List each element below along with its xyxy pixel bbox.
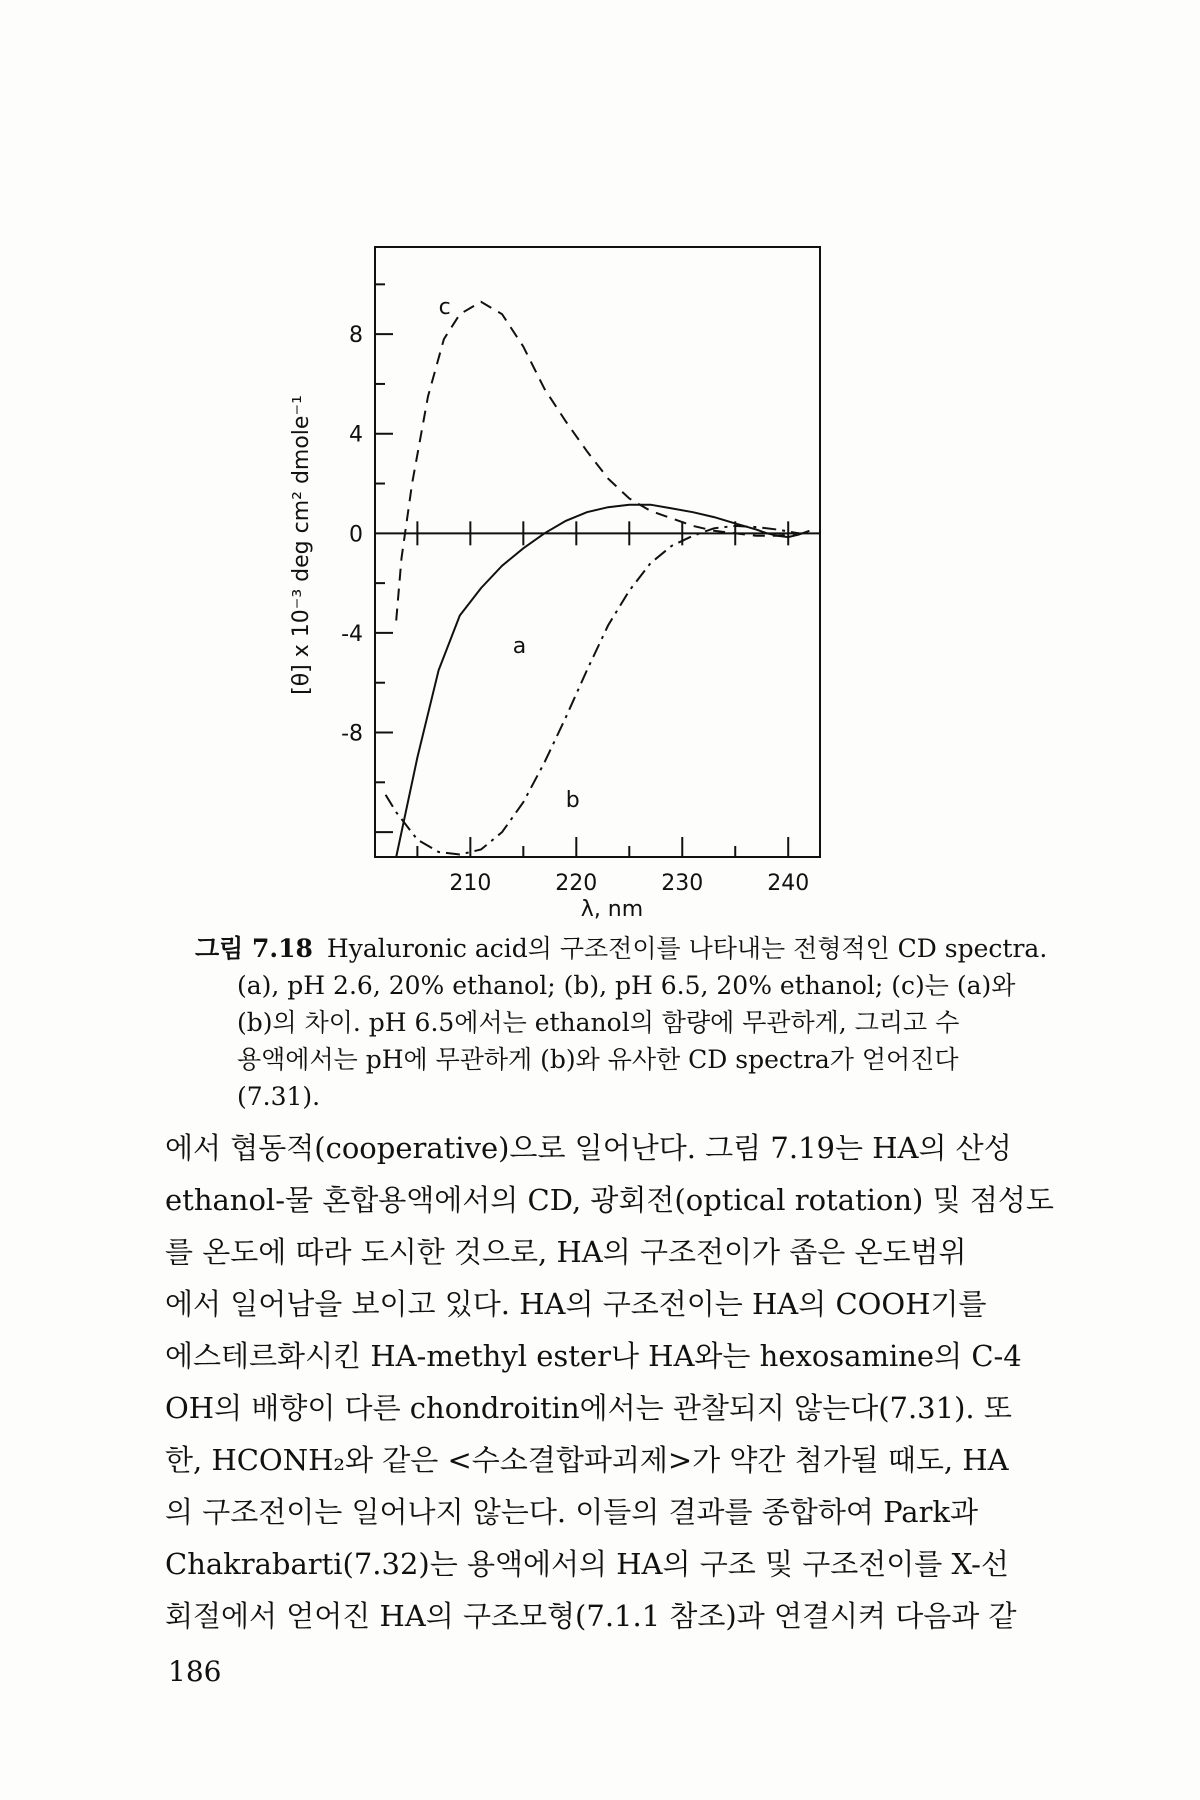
body-line-8: 의 구조전이는 일어나지 않는다. 이들의 결과를 종합하여 Park과	[165, 1495, 979, 1529]
body-line-9: Chakrabarti(7.32)는 용액에서의 HA의 구조 및 구조전이를 X-선	[165, 1547, 1009, 1581]
plot-frame	[375, 247, 820, 857]
caption-line-5: (7.31).	[237, 1082, 321, 1111]
caption-line-4: 용액에서는 pH에 무관하게 (b)와 유사한 CD spectra가 얻어진다	[237, 1045, 959, 1074]
caption-line-1	[195, 930, 1048, 967]
caption-line-3: (b)의 차이. pH 6.5에서는 ethanol의 함량에 무관하게, 그리고 수	[237, 1008, 960, 1037]
x-axis-ticks	[417, 837, 809, 896]
body-line-4: 에서 일어남을 보이고 있다. HA의 구조전이는 HA의 COOH기를	[165, 1287, 987, 1321]
body-line-3: 를 온도에 따라 도시한 것으로, HA의 구조전이가 좁은 온도범위	[165, 1235, 967, 1269]
plot-area	[341, 247, 820, 896]
y-axis-label: [θ] x 10⁻³ deg cm² dmole⁻¹	[289, 395, 314, 695]
series-b-line	[386, 526, 799, 855]
figure-caption	[195, 930, 1048, 1115]
y-tick-label: -4	[341, 621, 363, 647]
x-tick-label: 210	[449, 871, 492, 896]
y-tick-label: 4	[349, 422, 363, 448]
y-tick-label: -8	[341, 721, 363, 747]
caption-lead: 그림 7.18	[195, 934, 313, 963]
series-b-label: b	[565, 788, 580, 814]
y-tick-label: 8	[349, 323, 363, 349]
caption-text: Hyaluronic acid의 구조전이를 나타내는 전형적인 CD spectra.	[326, 934, 1048, 963]
series-c-line	[396, 302, 799, 621]
body-line-2: ethanol-물 혼합용액에서의 CD, 광회전(optical rotation) 및 점성도	[165, 1183, 1054, 1217]
x-tick-label: 230	[661, 871, 704, 896]
x-tick-label: 220	[555, 871, 598, 896]
body-text	[165, 1122, 1054, 1642]
series-a-line	[396, 505, 809, 857]
body-line-5: 에스테르화시킨 HA-methyl ester나 HA와는 hexosamine의 C-4	[165, 1339, 1022, 1373]
x-axis-label: λ, nm	[580, 897, 644, 920]
series-labels	[439, 295, 580, 813]
series-a-label: a	[512, 633, 527, 659]
body-line-6: OH의 배향이 다른 chondroitin에서는 관찰되지 않는다(7.31). 또	[165, 1391, 1012, 1425]
series-group	[386, 302, 810, 857]
body-line-7: 한, HCONH₂와 같은 <수소결합파괴제>가 약간 첨가될 때도, HA	[165, 1443, 1009, 1477]
y-axis-ticks	[341, 284, 393, 832]
body-line-10: 회절에서 얻어진 HA의 구조모형(7.1.1 참조)과 연결시켜 다음과 같	[165, 1599, 1017, 1633]
series-c-label: c	[438, 295, 451, 321]
page-number: 186	[168, 1655, 222, 1688]
caption-line-2: (a), pH 2.6, 20% ethanol; (b), pH 6.5, 20% ethanol; (c)는 (a)와	[237, 971, 1016, 1000]
y-tick-label: 0	[349, 522, 363, 548]
body-line-1: 에서 협동적(cooperative)으로 일어난다. 그림 7.19는 HA의 산성	[165, 1131, 1012, 1165]
x-tick-label: 240	[767, 871, 810, 896]
zero-axis-line	[375, 521, 820, 545]
